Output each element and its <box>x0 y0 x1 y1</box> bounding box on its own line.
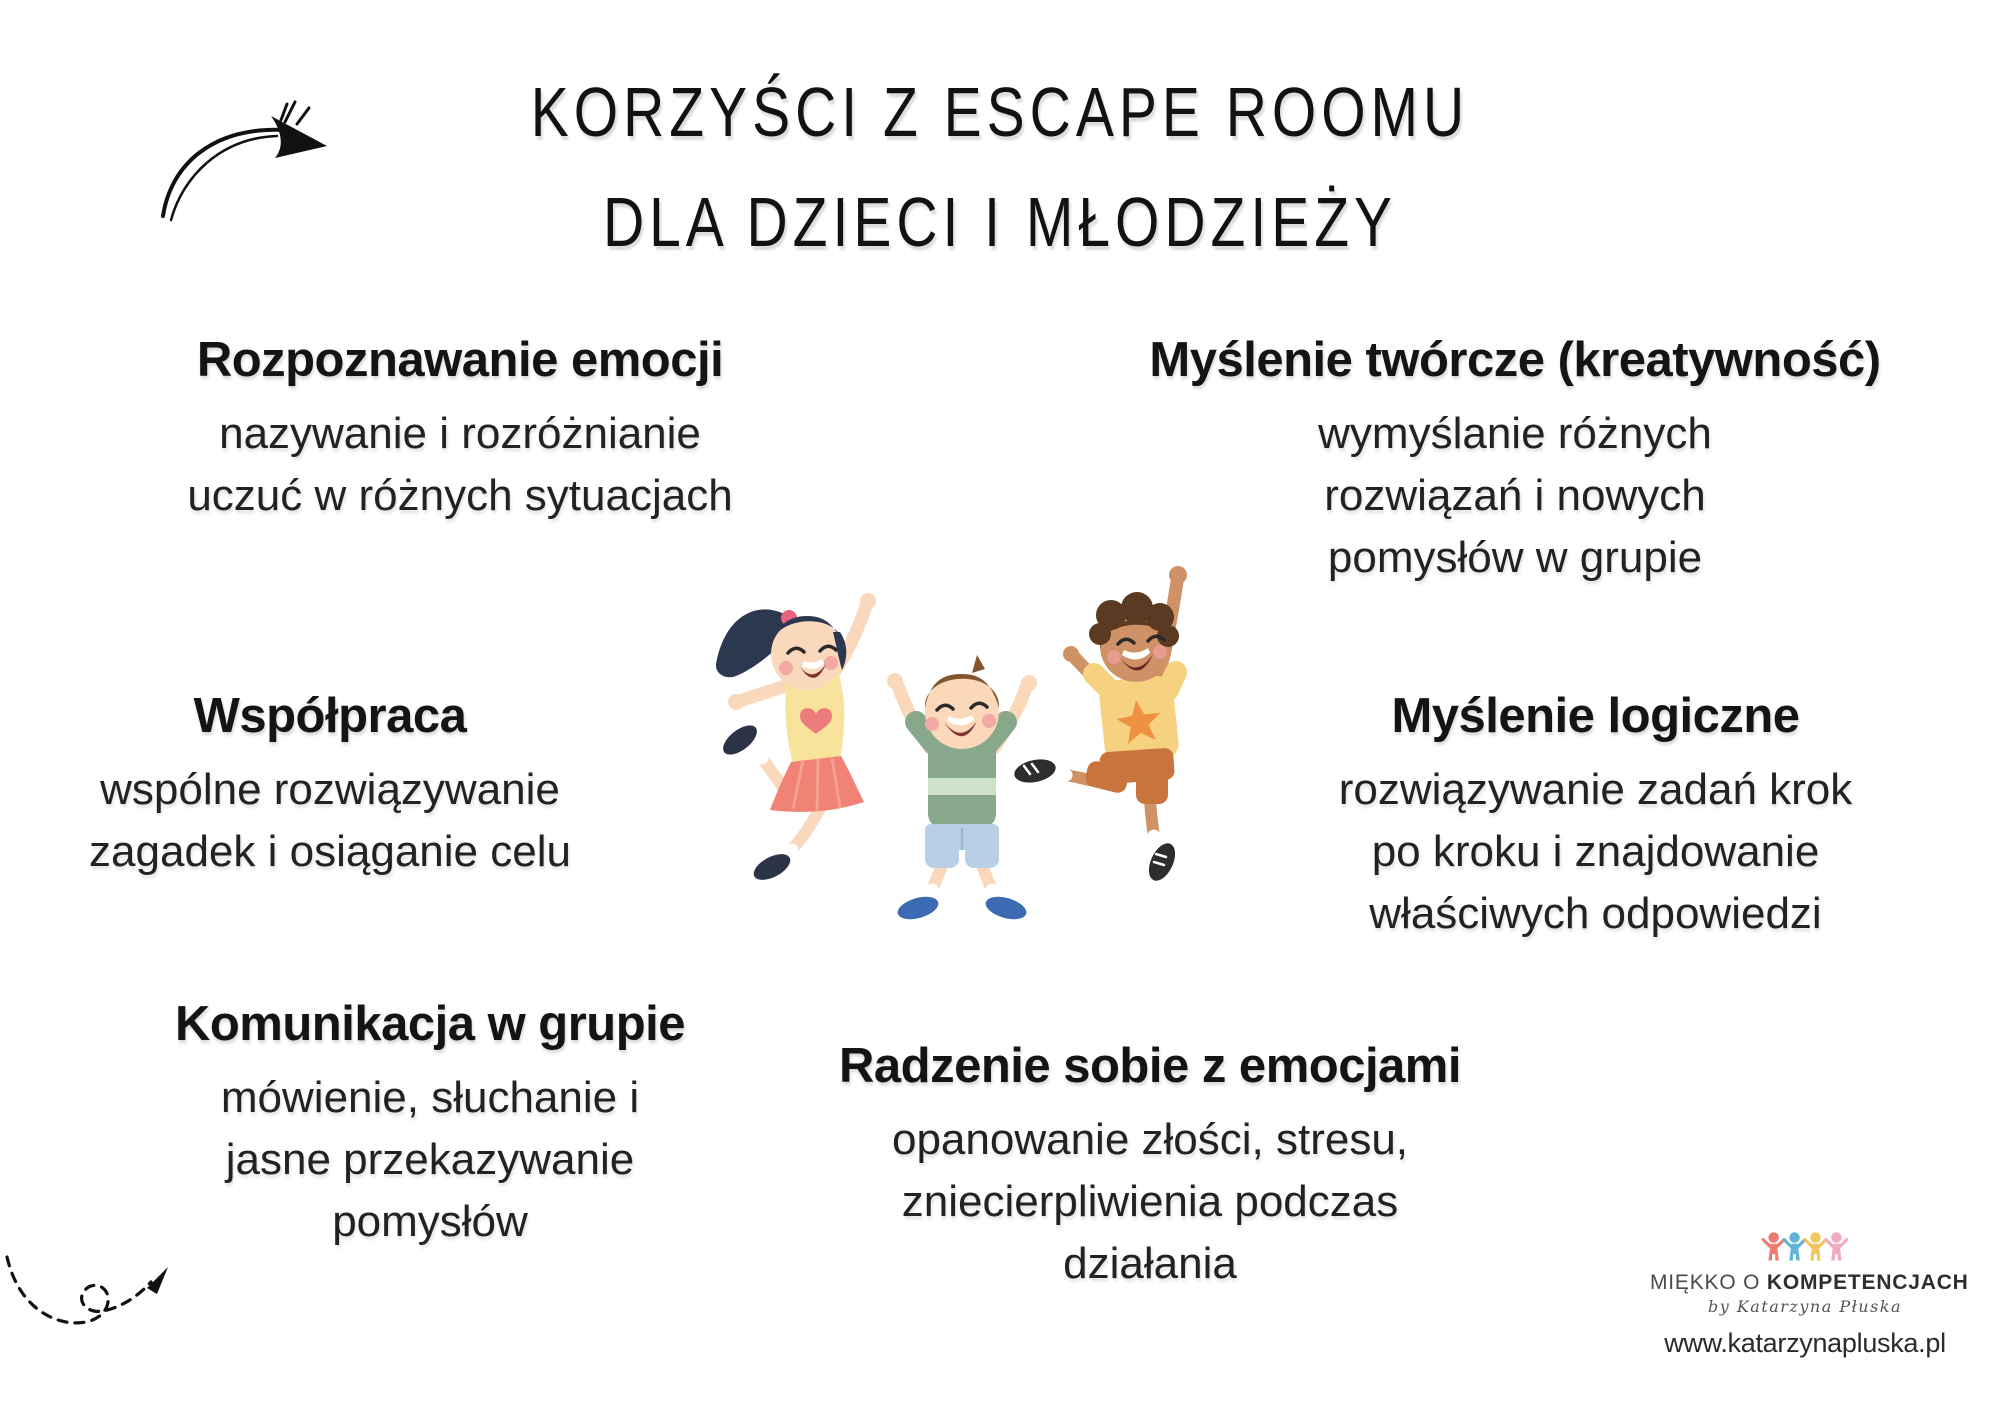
section-line: nazywanie i rozróżnianie <box>219 409 701 458</box>
poster-title <box>0 58 2000 278</box>
section-heading: Myślenie logiczne <box>1391 689 1800 743</box>
section-body <box>1268 759 1923 945</box>
section-line: właściwych odpowiedzi <box>1369 889 1822 938</box>
section-line: zniecierpliwienia podczas <box>901 1177 1399 1226</box>
section-radzenie-sobie-z-emocjami <box>790 1038 1510 1295</box>
section-line: zagadek i osiąganie celu <box>89 827 571 876</box>
brand-name <box>1650 1271 1969 1295</box>
girl-figure <box>716 593 876 885</box>
section-body <box>110 1067 750 1253</box>
person-yellow <box>1805 1232 1826 1260</box>
section-body <box>60 759 600 883</box>
section-line: rozwiązań i nowych <box>1324 471 1706 520</box>
section-heading: Współpraca <box>193 689 467 743</box>
section-myslenie-logiczne <box>1268 688 1923 945</box>
section-line: rozwiązywanie zadań krok <box>1338 765 1853 814</box>
right-boy-figure <box>1012 566 1187 885</box>
brand-logo <box>1650 1230 1969 1359</box>
brand-name-regular: MIĘKKO O <box>1650 1271 1767 1294</box>
section-line: pomysłów <box>332 1197 528 1246</box>
section-myslenie-tworcze <box>1075 332 1955 589</box>
section-body <box>790 1109 1510 1295</box>
title-line-1: KORZYŚCI Z ESCAPE ROOMU <box>530 73 1470 153</box>
section-line: po kroku i znajdowanie <box>1371 827 1820 876</box>
section-line: jasne przekazywanie <box>225 1135 635 1184</box>
section-komunikacja-w-grupie <box>110 996 750 1253</box>
section-heading: Rozpoznawanie emocji <box>196 333 724 387</box>
section-rozpoznawanie-emocji <box>110 332 810 527</box>
section-heading: Myślenie twórcze (kreatywność) <box>1149 333 1881 387</box>
section-line: mówienie, słuchanie i <box>220 1073 640 1122</box>
section-line: pomysłów w grupie <box>1327 533 1703 582</box>
person-blue <box>1784 1232 1805 1260</box>
brand-byline: by Katarzyna Płuska <box>1707 1297 1903 1316</box>
section-heading: Komunikacja w grupie <box>174 997 686 1051</box>
people-chain-icon <box>1759 1230 1851 1268</box>
section-line: opanowanie złości, stresu, <box>891 1115 1409 1164</box>
section-line: działania <box>1063 1239 1237 1288</box>
section-heading: Radzenie sobie z emocjami <box>839 1039 1461 1093</box>
section-wspolpraca <box>60 688 600 883</box>
section-body <box>110 403 810 527</box>
person-light-pink <box>1826 1232 1847 1260</box>
jumping-children-illustration <box>690 552 1240 932</box>
section-line: uczuć w różnych sytuacjach <box>187 471 733 520</box>
brand-name-bold: KOMPETENCJACH <box>1766 1271 1969 1294</box>
title-line-2: DLA DZIECI I MŁODZIEŻY <box>602 183 1398 263</box>
middle-boy-figure <box>887 655 1037 923</box>
website-url: www.katarzynapluska.pl <box>1664 1328 1946 1358</box>
dashed-arrow-icon <box>4 1254 176 1344</box>
section-line: wymyślanie różnych <box>1318 409 1712 458</box>
section-line: wspólne rozwiązywanie <box>100 765 560 814</box>
person-pink-red <box>1763 1232 1784 1260</box>
